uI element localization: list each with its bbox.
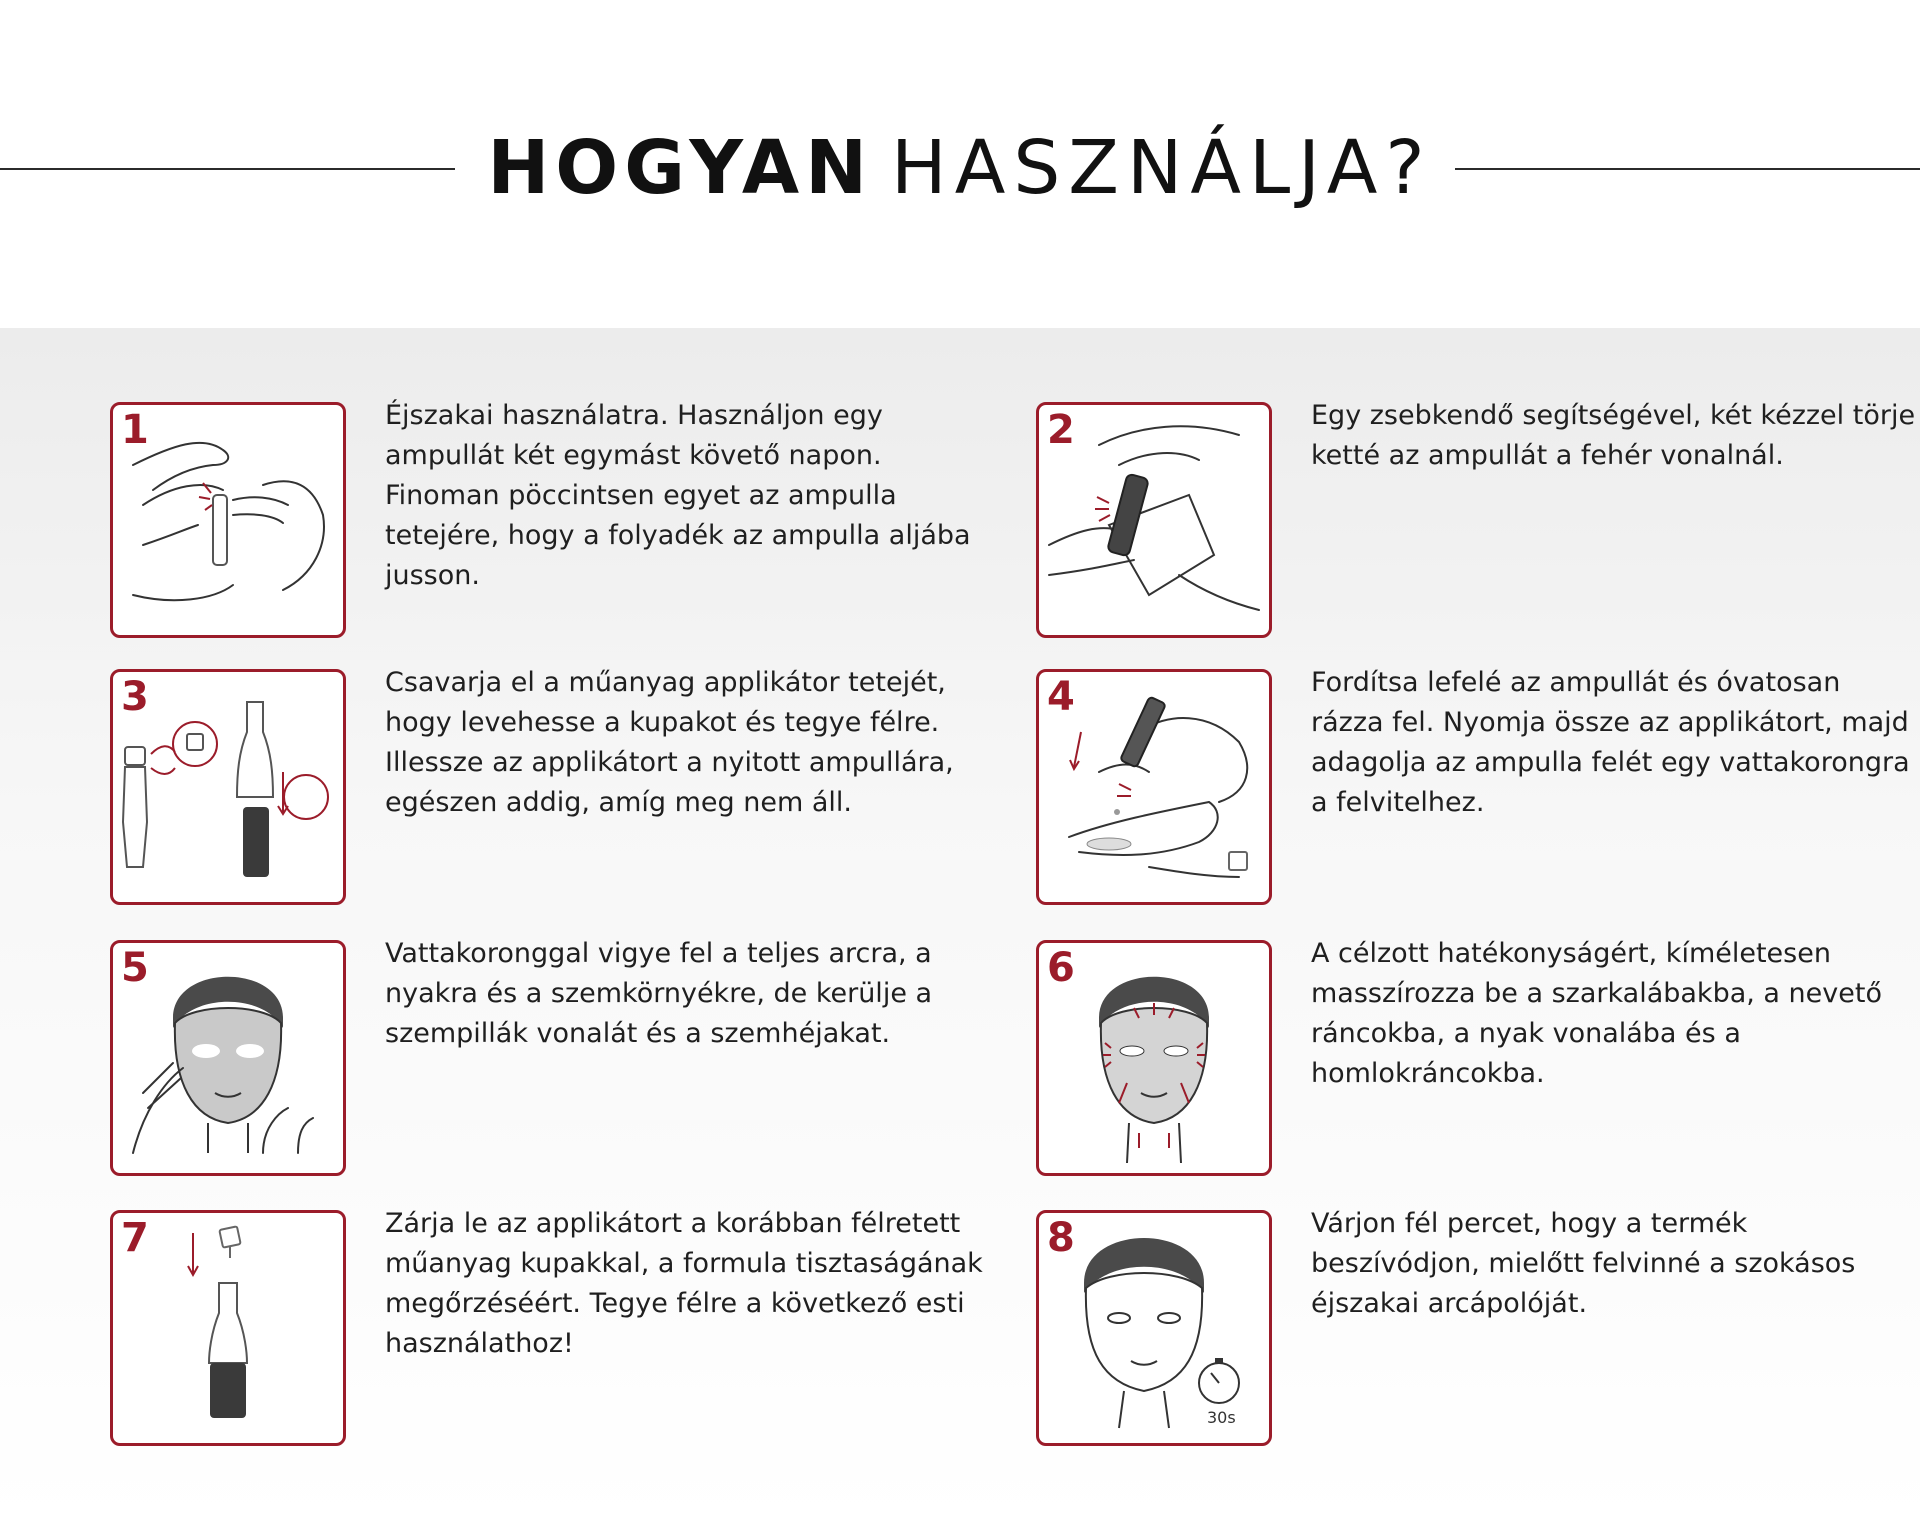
- page-title-bold: HOGYAN: [487, 125, 874, 211]
- hands-flicking-ampoule-icon: [113, 405, 343, 635]
- step-number: 8: [1047, 1215, 1075, 1261]
- step-illustration-box: [110, 1210, 346, 1446]
- face-massage-arrows-icon: [1039, 943, 1269, 1173]
- step-illustration-box: [110, 669, 346, 905]
- step-text: Várjon fél percet, hogy a termék beszívódjon, mielőtt felvinné a szokásos éjszakai arcápolóját.: [1311, 1208, 1856, 1319]
- step-text: Egy zsebkendő segítségével, két kézzel törje ketté az ampullát a fehér vonalnál.: [1311, 400, 1916, 471]
- title-rule-right: [1455, 168, 1920, 170]
- steps-panel: [0, 328, 1920, 1525]
- step-1: [110, 402, 1010, 642]
- step-4: [1036, 669, 1920, 909]
- step-illustration-box: [110, 402, 346, 638]
- page-title: [470, 118, 1450, 218]
- step-6: [1036, 940, 1920, 1180]
- applicator-assembly-icon: [113, 672, 343, 902]
- recap-applicator-icon: [113, 1213, 343, 1443]
- face-with-timer-icon: [1039, 1213, 1269, 1443]
- step-number: 1: [121, 407, 149, 453]
- step-5: [110, 940, 1010, 1180]
- page-title-light: HASZNÁLJA?: [891, 125, 1433, 211]
- header: [0, 0, 1920, 328]
- step-text: Fordítsa lefelé az ampullát és óvatosan rázza fel. Nyomja össze az applikátort, majd adagolja az ampulla felét egy vattakorongra a felvitelhez.: [1311, 667, 1910, 818]
- step-illustration-box: [110, 940, 346, 1176]
- step-illustration-box: [1036, 940, 1272, 1176]
- dispense-on-cotton-pad-icon: [1039, 672, 1269, 902]
- step-number: 7: [121, 1215, 149, 1261]
- step-text: Vattakoronggal vigye fel a teljes arcra, a nyakra és a szemkörnyékre, de kerülje a szempillák vonalát és a szemhéjakat.: [385, 938, 933, 1049]
- face-application-icon: [113, 943, 343, 1173]
- step-illustration-box: [1036, 402, 1272, 638]
- step-2: [1036, 402, 1920, 642]
- step-number: 2: [1047, 407, 1075, 453]
- step-number: 3: [121, 674, 149, 720]
- step-number: 5: [121, 945, 149, 991]
- step-text: Zárja le az applikátort a korábban félretett műanyag kupakkal, a formula tisztaságának megőrzéséért. Tegye félre a következő esti használathoz!: [385, 1208, 983, 1359]
- step-8: [1036, 1210, 1920, 1450]
- step-number: 4: [1047, 674, 1075, 720]
- step-text: Éjszakai használatra. Használjon egy ampullát két egymást követő napon. Finoman pöccintsen egyet az ampulla tetejére, hogy a folyadék az ampulla aljába jusson.: [385, 400, 971, 591]
- title-rule-left: [0, 168, 455, 170]
- hands-breaking-ampoule-with-tissue-icon: [1039, 405, 1269, 635]
- step-illustration-box: [1036, 1210, 1272, 1446]
- step-7: [110, 1210, 1010, 1450]
- step-illustration-box: [1036, 669, 1272, 905]
- step-text: A célzott hatékonyságért, kíméletesen masszírozza be a szarkalábakba, a nevető ráncokba, a nyak vonalába és a homlokráncokba.: [1311, 938, 1882, 1089]
- step-number: 6: [1047, 945, 1075, 991]
- step-text: Csavarja el a műanyag applikátor tetejét, hogy levehesse a kupakot és tegye félre. Illessze az applikátort a nyitott ampullára, egészen addig, amíg meg nem áll.: [385, 667, 954, 818]
- timer-label: 30s: [1207, 1408, 1236, 1427]
- step-3: [110, 669, 1010, 909]
